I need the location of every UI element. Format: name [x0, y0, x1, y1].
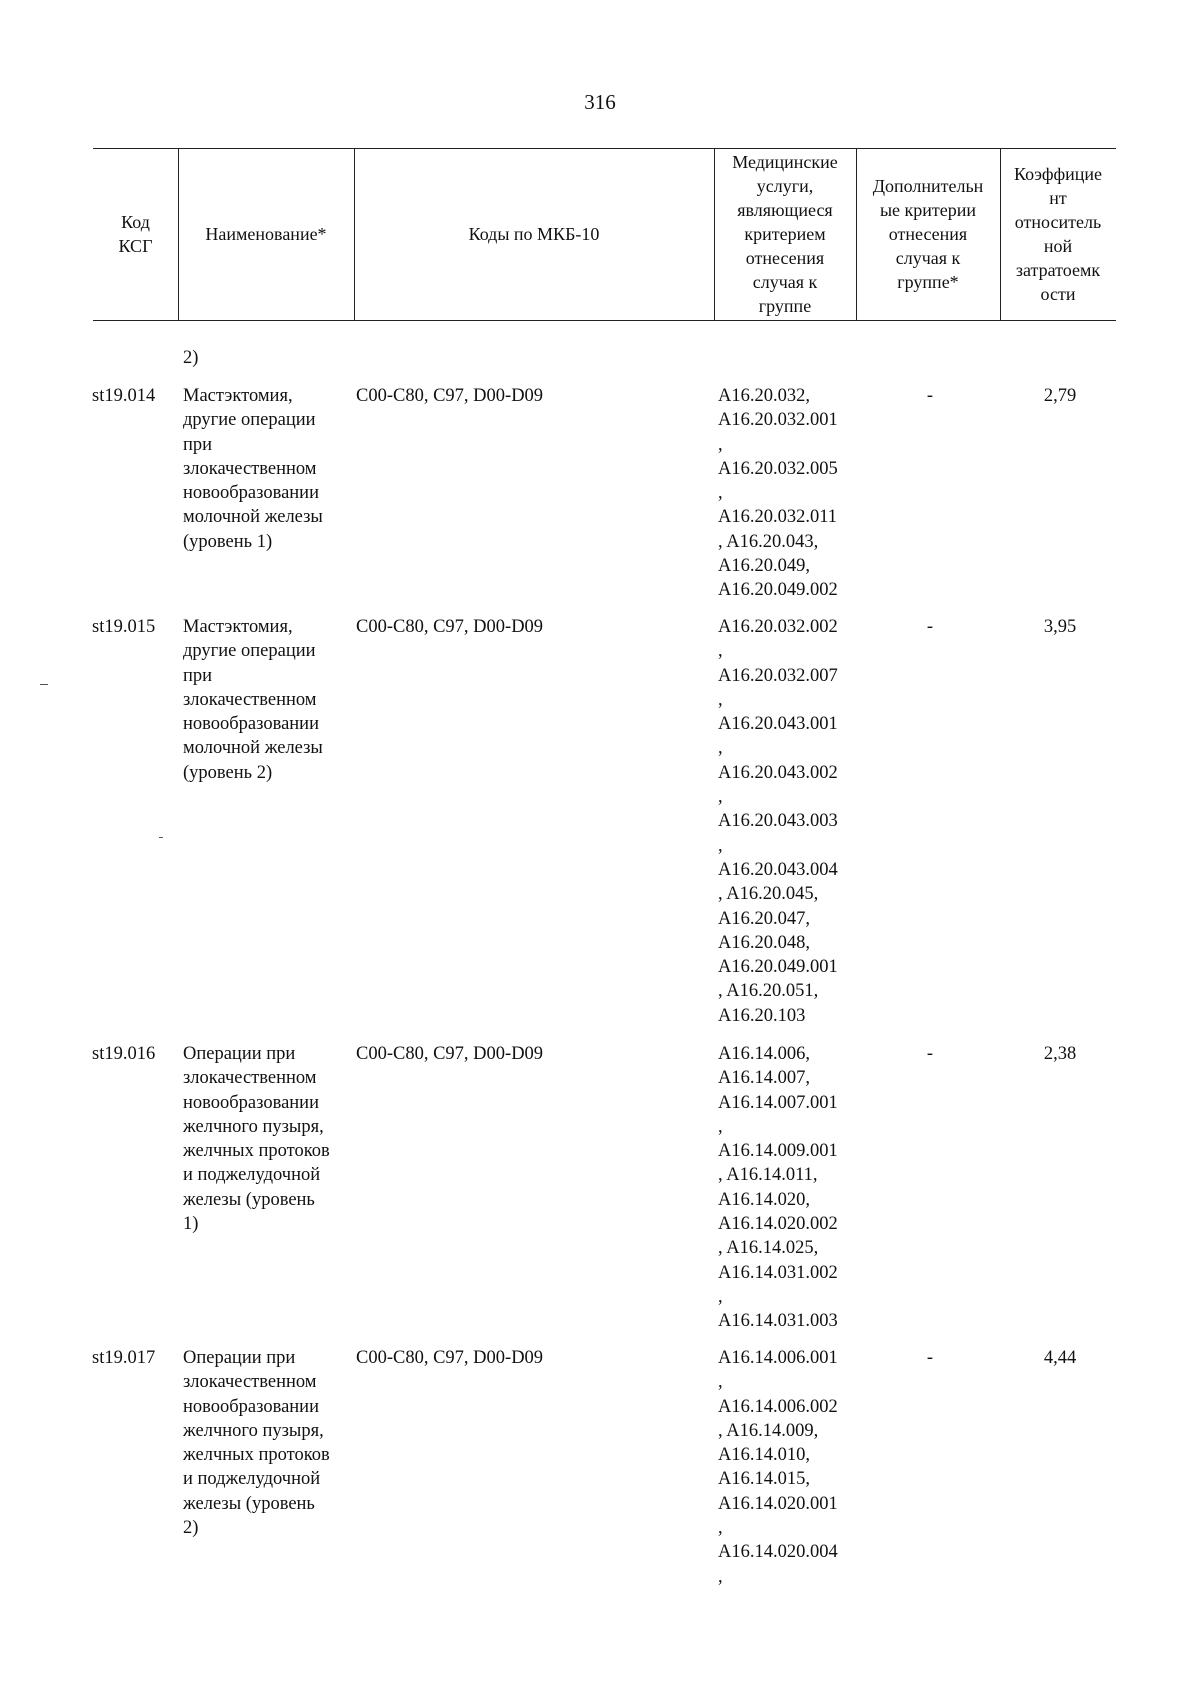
- mkb-codes: C00-C80, C97, D00-D09: [356, 386, 544, 406]
- ksg-code: st19.014: [92, 386, 156, 406]
- mkb-codes: C00-C80, C97, D00-D09: [356, 1348, 544, 1368]
- header-medical-services: Медицинские услуги, являющиеся критерием отнесения случая к группе: [732, 152, 838, 316]
- ksg-code: st19.017: [92, 1348, 156, 1368]
- coefficient: 2,38: [1043, 1044, 1077, 1064]
- page-number: 316: [584, 90, 616, 114]
- carryover-text: 2): [183, 348, 199, 368]
- additional-criteria: -: [926, 1348, 934, 1368]
- ksg-code: st19.015: [92, 617, 156, 637]
- scan-mark: [159, 837, 163, 838]
- header-mkb-codes: Коды по МКБ-10: [468, 224, 600, 244]
- header-additional-criteria: Дополнительн ые критерии отнесения случая к группе*: [872, 176, 984, 292]
- medical-services: A16.14.006.001 , A16.14.006.002 , A16.14.009, A16.14.010, A16.14.015, A16.14.020.001 , A16.14.020.004 ,: [718, 1348, 838, 1587]
- ksg-code: st19.016: [92, 1044, 156, 1064]
- ksg-name: Операции при злокачественном новообразовании желчного пузыря, желчных протоков и поджелудочной железы (уровень 1): [183, 1044, 330, 1235]
- additional-criteria: -: [926, 386, 934, 406]
- mkb-codes: C00-C80, C97, D00-D09: [356, 617, 544, 637]
- header-coefficient: Коэффицие нт относитель ной затратоемк ости: [1013, 164, 1103, 304]
- ksg-name: Мастэктомия, другие операции при злокачественном новообразовании молочной железы (уровень 1): [183, 386, 323, 552]
- medical-services: A16.20.032, A16.20.032.001 , A16.20.032.005 , A16.20.032.011 , A16.20.043, A16.20.049, A16.20.049.002: [718, 386, 838, 601]
- header-name: Наименование*: [205, 224, 327, 244]
- coefficient: 2,79: [1043, 386, 1077, 406]
- header-bottom-rule: [93, 320, 1116, 321]
- medical-services: A16.14.006, A16.14.007, A16.14.007.001 , A16.14.009.001 , A16.14.011, A16.14.020, A16.14.020.002 , A16.14.025, A16.14.031.002 , A16.14.031.003: [718, 1044, 838, 1332]
- mkb-codes: C00-C80, C97, D00-D09: [356, 1044, 544, 1064]
- ksg-name: Операции при злокачественном новообразовании желчного пузыря, желчных протоков и поджелудочной железы (уровень 2): [183, 1348, 330, 1539]
- ksg-name: Мастэктомия, другие операции при злокачественном новообразовании молочной железы (уровень 2): [183, 617, 323, 783]
- header-code: Код КСГ: [118, 212, 153, 256]
- additional-criteria: -: [926, 1044, 934, 1064]
- table-top-rule: [93, 148, 1116, 149]
- coefficient: 4,44: [1043, 1348, 1077, 1368]
- additional-criteria: -: [926, 617, 934, 637]
- scan-mark: [40, 684, 48, 685]
- medical-services: A16.20.032.002 , A16.20.032.007 , A16.20.043.001 , A16.20.043.002 , A16.20.043.003 , A16.20.043.004 , A16.20.045, A16.20.047, A16.20.048, A16.20.049.001 , A16.20.051, A16.20.103: [718, 617, 838, 1026]
- coefficient: 3,95: [1043, 617, 1077, 637]
